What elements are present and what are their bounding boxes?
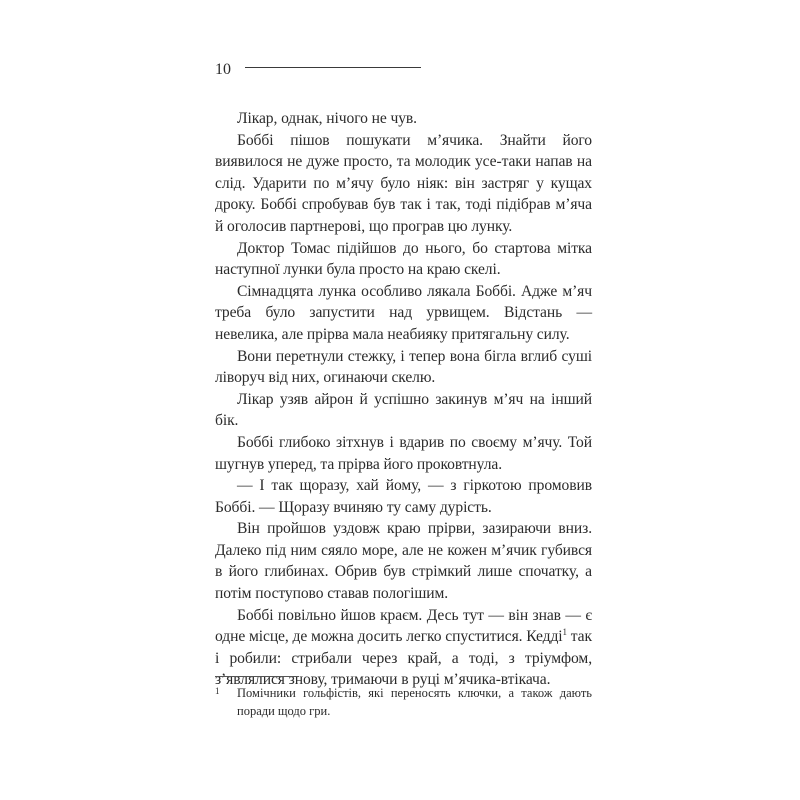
paragraph-8: — І так щоразу, хай йому, — з гіркотою промовив Боббі. — Щоразу вчиняю ту саму дурість. [215,477,592,516]
footnote-text: Помічники гольфістів, які переносять ключки, а також дають поради щодо гри. [237,686,592,718]
paragraph-3: Доктор Томас підійшов до нього, бо стартова мітка наступної лунки була просто на краю скелі. [215,239,592,279]
running-header [215,60,421,80]
paragraph-2: Боббі пішов пошукати м’ячика. Знайти його виявилося не дуже просто, та молодик усе-таки напав на слід. Ударити по м’ячу було ніяк: він застряг у кущах дроку. Боббі спробував був так і так, тоді підібрав м’яча й оголосив партнерові, що програв цю лунку. [215,131,592,235]
paragraph-7: Боббі глибоко зітхнув і вдарив по своєму м’ячу. Той шугнув уперед, та прірва його проковтнула. [215,433,592,473]
footnote [215,684,592,720]
header-rule [245,67,421,68]
paragraph-10 [215,605,592,691]
page-number: 10 [215,61,231,78]
paragraph-10-end: так і робили: стрибали через край, а тоді, з тріумфом, з’являлися знову, тримаючи в руці м’ячика-втікача. [215,628,592,689]
paragraph-5: Вони перетнули стежку, і тепер вона бігла вглиб суші ліворуч від них, огинаючи скелю. [215,347,592,387]
paragraph-4: Сімнадцята лунка особливо лякала Боббі. Адже м’яч треба було запустити над урвищем. Відстань — невелика, але прірва мала неабияку притягальну силу. [215,282,592,343]
paragraph-6: Лікар узяв айрон й успішно закинув м’яч на інший бік. [215,390,592,430]
footnote-reference: 1 [562,627,567,638]
footnote-mark: 1 [215,686,220,696]
footnote-rule [215,676,299,677]
paragraph-10-start: Боббі повільно йшов краєм. Десь тут — він знав — є одне місце, де можна досить легко спуститися. Кедді [215,606,592,646]
body-text [215,108,592,691]
paragraph-1: Лікар, однак, нічого не чув. [237,110,417,127]
paragraph-9: Він пройшов уздовж краю прірви, зазираючи вниз. Далеко під ним сяяло море, але не кожен м’ячик губився в його глибинах. Обрив був стрімкий лише спочатку, а потім поступово ставав пологішим. [215,520,592,603]
